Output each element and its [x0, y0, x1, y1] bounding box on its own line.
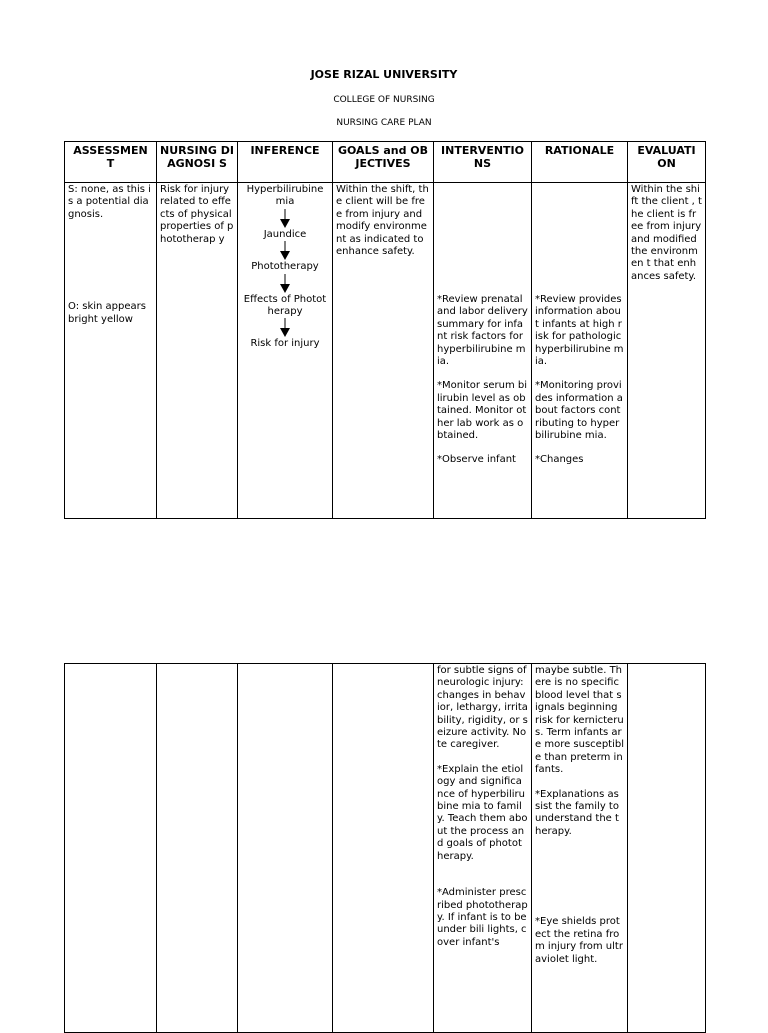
intervention-item: for subtle signs of neurologic injury: changes in behavior, lethargy, irritability, rigidity, or seizure activity. Note caregiver. [437, 665, 528, 751]
intervention-item: *Administer prescribed phototherapy. If infant is to be under bili lights, cover infant's [437, 887, 528, 948]
rationale-item: *Monitoring provides information about factors contributing to hyperbilirubine mia. [535, 380, 623, 442]
assessment-objective: O: skin appears bright yellow [68, 301, 146, 325]
rationale-item: maybe subtle. There is no specific blood level that signals beginning risk for kernicterus. Term infants are more susceptible than preterm infants. [535, 665, 624, 776]
col-header-goals: GOALS and OBJECTIVES [333, 142, 434, 183]
evaluation-cell: Within the shift the client , the client is free from injury and modified the environmen t that enhances safety. [628, 183, 706, 519]
spacer [437, 184, 528, 294]
inference-step: Effects of Phototherapy [243, 293, 327, 318]
interventions-cell [434, 664, 532, 1033]
inference-step: Phototherapy [251, 261, 319, 273]
rationale-item: *Review provides information about infants at high risk for pathologic hyperbilirubine mia. [535, 294, 624, 368]
rationale-cell [532, 183, 628, 519]
care-plan-table-page-2 [64, 663, 706, 1033]
inference-cell [238, 664, 333, 1033]
assessment-cell [65, 664, 157, 1033]
col-header-interventions: INTERVENTIO NS [434, 142, 532, 183]
arrow-down-icon [278, 241, 292, 261]
assessment-cell [65, 183, 157, 519]
arrow-down-icon [278, 318, 292, 338]
col-header-inference: INFERENCE [238, 142, 333, 183]
document-title: NURSING CARE PLAN [336, 118, 432, 128]
intervention-item: *Explain the etiology and significance of hyperbilirubine mia to family. Teach them about the process and goals of phototherapy. [437, 763, 528, 862]
arrow-down-icon [278, 209, 292, 229]
university-name: JOSE RIZAL UNIVERSITY [310, 68, 458, 81]
interventions-cell [434, 183, 532, 519]
col-header-evaluation: EVALUATI ON [628, 142, 706, 183]
inference-step: Jaundice [263, 228, 307, 240]
college-name: COLLEGE OF NURSING [333, 95, 435, 105]
inference-cell [238, 183, 333, 519]
goals-cell: Within the shift, the client will be free from injury and modify environment as indicated to enhance safety. [333, 183, 434, 519]
evaluation-cell [628, 664, 706, 1033]
intervention-item: *Monitor serum bilirubin level as obtained. Monitor other lab work as obtained. [437, 380, 528, 442]
col-header-diagnosis: NURSING DIAGNOSI S [157, 142, 238, 183]
spacer [437, 875, 528, 887]
diagnosis-cell: Risk for injury related to effects of physical properties of phototherap y [157, 183, 238, 519]
spacer [535, 184, 624, 294]
diagnosis-cell [157, 664, 238, 1033]
arrow-down-icon [278, 274, 292, 294]
col-header-assessment: ASSESSMEN T [65, 142, 157, 183]
rationale-item: *Eye shields protect the retina from injury from ultraviolet light. [535, 916, 623, 965]
inference-step: Risk for injury [250, 338, 320, 350]
intervention-item: *Review prenatal and labor delivery summary for infant risk factors for hyperbilirubine mia. [437, 294, 528, 368]
assessment-subjective: S: none, as this is a potential diagnosis. [68, 184, 151, 220]
rationale-item: *Explanations assist the family to understand the therapy. [535, 788, 619, 837]
intervention-item: *Observe infant [437, 454, 516, 466]
goals-cell [333, 664, 434, 1033]
inference-step: Hyperbilirubine mia [246, 184, 324, 208]
rationale-item: *Changes [535, 454, 584, 466]
spacer [68, 221, 153, 301]
spacer [535, 850, 624, 916]
col-header-rationale: RATIONALE [532, 142, 628, 183]
care-plan-table-page-1 [64, 141, 706, 519]
rationale-cell [532, 664, 628, 1033]
